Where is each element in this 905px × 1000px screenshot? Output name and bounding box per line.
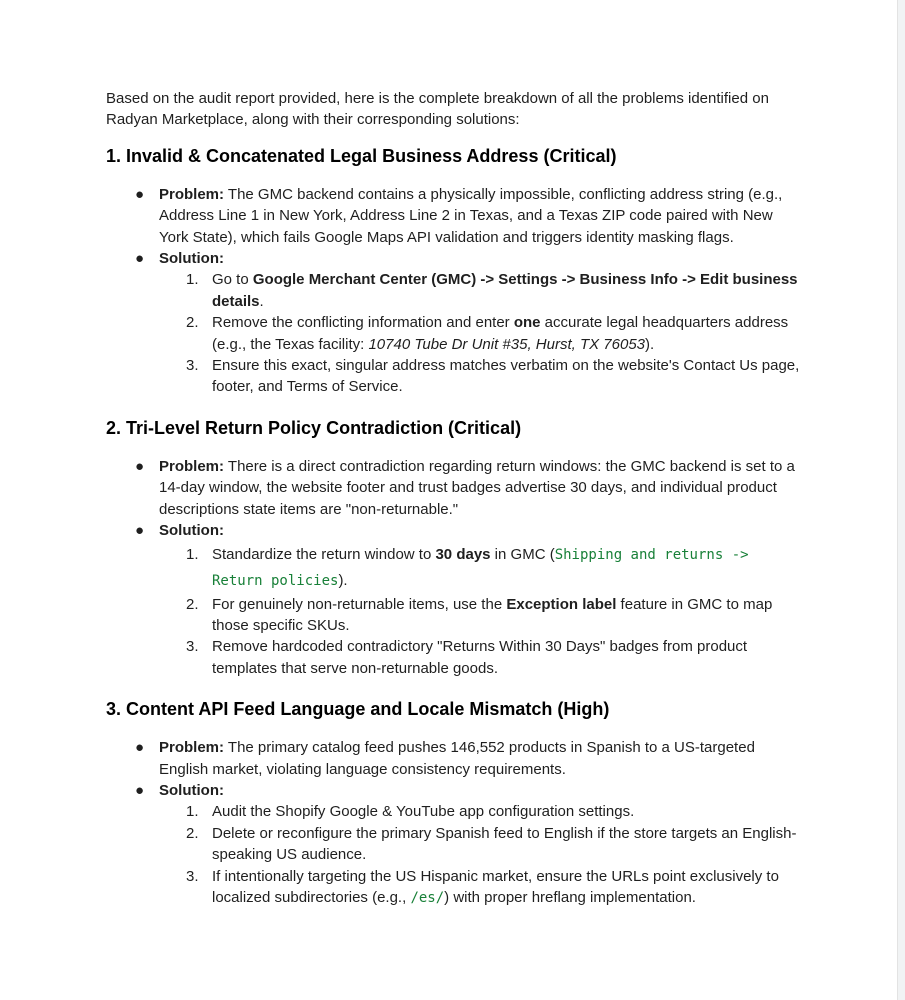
- solution-label: Solution:: [159, 522, 224, 540]
- step-number: 3.: [186, 867, 199, 885]
- step-number: 2.: [186, 314, 199, 332]
- section-2-steps: [159, 542, 806, 680]
- step-number: 1.: [186, 803, 199, 821]
- step-number: 3.: [186, 638, 199, 656]
- problem-label: Problem:: [159, 457, 225, 475]
- inline-code: Shipping and returns -> Return policies: [212, 546, 749, 589]
- section-3-solution: [106, 780, 806, 909]
- step-number: 1.: [186, 271, 199, 289]
- solution-label: Solution:: [159, 781, 224, 799]
- step-text: Ensure this exact, singular address matches verbatim on the website's Contact Us page, footer, and Terms of Service.: [212, 357, 800, 396]
- problem-text: There is a direct contradiction regarding return windows: the GMC backend is set to a 14-day window, the website footer and trust badges advertise 30 days, and individual product descriptions state items are "non-returnable.": [159, 457, 795, 518]
- step-text: ).: [645, 335, 655, 353]
- section-1-list: [106, 184, 806, 398]
- section-2-problem: [106, 456, 806, 520]
- step-text: in GMC (: [490, 545, 555, 563]
- section-2-solution: [106, 520, 806, 679]
- problem-text: The GMC backend contains a physically impossible, conflicting address string (e.g., Address Line 1 in New York, Address Line 2 in Texas, and a Texas ZIP code paired with New York State), which fails Google Maps API validation and triggers identity masking flags.: [159, 185, 783, 246]
- emphasis: Exception label: [506, 595, 617, 613]
- section-2-step-2: [159, 594, 806, 637]
- document-body: [106, 88, 806, 926]
- step-text: accurate legal headquarters address (e.g., the Texas facility:: [212, 314, 789, 353]
- bullet-icon: ●: [135, 185, 145, 203]
- step-number: 2.: [186, 595, 199, 613]
- section-2-heading: 2. Tri-Level Return Policy Contradiction (Critical): [106, 417, 522, 438]
- emphasis: one: [513, 314, 541, 332]
- step-text: feature in GMC to map those specific SKUs.: [212, 595, 773, 634]
- step-text: Remove the conflicting information and enter: [212, 314, 514, 332]
- step-text: Audit the Shopify Google & YouTube app configuration settings.: [212, 803, 635, 821]
- inline-code: /es/: [410, 889, 445, 906]
- section-3-steps: [159, 801, 806, 909]
- step-text: For genuinely non-returnable items, use the: [212, 595, 507, 613]
- step-text: Go to: [212, 271, 253, 289]
- emphasis: 30 days: [435, 545, 491, 563]
- section-3-step-3: [159, 866, 806, 910]
- bullet-icon: ●: [135, 781, 145, 799]
- step-number: 2.: [186, 824, 199, 842]
- bullet-icon: ●: [135, 739, 145, 757]
- step-text: ) with proper hreflang implementation.: [444, 888, 696, 906]
- section-1-steps: [159, 269, 806, 397]
- step-text: ).: [338, 571, 348, 589]
- step-text: Standardize the return window to: [212, 545, 436, 563]
- section-3-step-1: [159, 801, 806, 822]
- section-2-step-1: [159, 542, 806, 594]
- section-3-list: [106, 737, 806, 909]
- bullet-icon: ●: [135, 522, 145, 540]
- section-1-heading: 1. Invalid & Concatenated Legal Business Address (Critical): [106, 145, 617, 166]
- step-number: 3.: [186, 357, 199, 375]
- problem-text: The primary catalog feed pushes 146,552 products in Spanish to a US-targeted English market, violating language consistency requirements.: [159, 739, 755, 778]
- vertical-scrollbar[interactable]: [897, 0, 905, 1000]
- step-text: Delete or reconfigure the primary Spanish feed to English if the store targets an English-speaking US audience.: [212, 824, 797, 864]
- step-text: If intentionally targeting the US Hispanic market, ensure the URLs point exclusively to localized subdirectories (e.g.,: [212, 867, 779, 906]
- bullet-icon: ●: [135, 457, 145, 475]
- step-text: .: [259, 292, 264, 310]
- section-2-list: [106, 456, 806, 679]
- problem-label: Problem:: [159, 739, 225, 757]
- section-2-step-3: [159, 636, 806, 679]
- section-3-problem: [106, 737, 806, 780]
- section-1-step-2: [159, 312, 806, 355]
- solution-label: Solution:: [159, 250, 224, 268]
- step-text: Remove hardcoded contradictory "Returns Within 30 Days" badges from product templates that serve non-returnable goods.: [212, 638, 748, 677]
- section-1-step-3: [159, 355, 806, 398]
- bullet-icon: ●: [135, 250, 145, 268]
- step-number: 1.: [186, 545, 199, 563]
- section-1-step-1: [159, 269, 806, 312]
- section-3-heading: 3. Content API Feed Language and Locale Mismatch (High): [106, 699, 610, 720]
- section-3-step-2: [159, 823, 806, 866]
- problem-label: Problem:: [159, 185, 225, 203]
- section-1-solution: [106, 248, 806, 398]
- intro-paragraph: Based on the audit report provided, here is the complete breakdown of all the problems identified on Radyan Marketplace, along with their corresponding solutions:: [106, 90, 769, 129]
- address-example: 10740 Tube Dr Unit #35, Hurst, TX 76053: [368, 335, 646, 353]
- gmc-path: Google Merchant Center (GMC) -> Settings -> Business Info -> Edit business details: [212, 271, 798, 310]
- section-1-problem: [106, 184, 806, 248]
